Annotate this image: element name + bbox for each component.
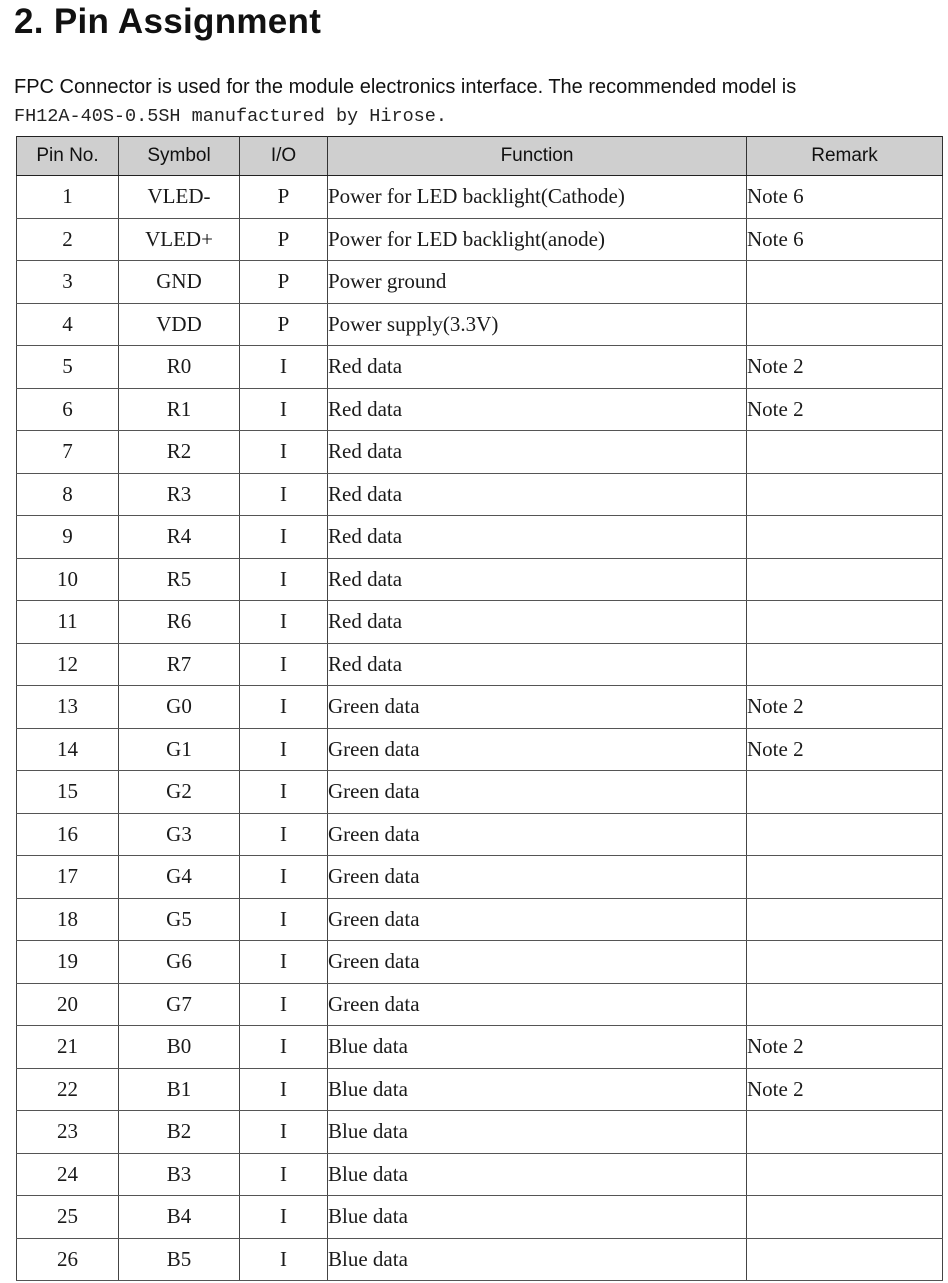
- table-row: [17, 303, 943, 346]
- pin-number-cell: 1: [17, 176, 119, 219]
- pin-number-cell: 4: [17, 303, 119, 346]
- function-cell: Green data: [328, 856, 747, 899]
- symbol-cell: R0: [119, 346, 240, 389]
- table-row: [17, 261, 943, 304]
- symbol-cell: G1: [119, 728, 240, 771]
- io-cell: P: [240, 261, 328, 304]
- remark-cell: [747, 898, 943, 941]
- pin-number-cell: 20: [17, 983, 119, 1026]
- remark-cell: Note 2: [747, 388, 943, 431]
- symbol-cell: B0: [119, 1026, 240, 1069]
- table-row: [17, 431, 943, 474]
- io-cell: I: [240, 346, 328, 389]
- table-row: [17, 941, 943, 984]
- table-row: [17, 983, 943, 1026]
- symbol-cell: B1: [119, 1068, 240, 1111]
- function-cell: Green data: [328, 813, 747, 856]
- table-row: [17, 388, 943, 431]
- pin-number-cell: 12: [17, 643, 119, 686]
- io-cell: P: [240, 303, 328, 346]
- column-header-pin-no: Pin No.: [17, 137, 119, 176]
- io-cell: I: [240, 473, 328, 516]
- io-cell: I: [240, 771, 328, 814]
- function-cell: Blue data: [328, 1026, 747, 1069]
- symbol-cell: R5: [119, 558, 240, 601]
- function-cell: Red data: [328, 388, 747, 431]
- remark-cell: Note 2: [747, 728, 943, 771]
- table-row: [17, 176, 943, 219]
- function-cell: Green data: [328, 728, 747, 771]
- pin-number-cell: 23: [17, 1111, 119, 1154]
- table-row: [17, 346, 943, 389]
- io-cell: I: [240, 1238, 328, 1281]
- column-header-io: I/O: [240, 137, 328, 176]
- pin-number-cell: 10: [17, 558, 119, 601]
- function-cell: Blue data: [328, 1238, 747, 1281]
- remark-cell: Note 2: [747, 686, 943, 729]
- symbol-cell: G3: [119, 813, 240, 856]
- table-row: [17, 1111, 943, 1154]
- symbol-cell: G0: [119, 686, 240, 729]
- table-row: [17, 558, 943, 601]
- pin-number-cell: 22: [17, 1068, 119, 1111]
- table-row: [17, 1196, 943, 1239]
- symbol-cell: GND: [119, 261, 240, 304]
- table-row: [17, 643, 943, 686]
- io-cell: I: [240, 516, 328, 559]
- remark-cell: [747, 941, 943, 984]
- function-cell: Red data: [328, 643, 747, 686]
- symbol-cell: B2: [119, 1111, 240, 1154]
- io-cell: I: [240, 1153, 328, 1196]
- table-row: [17, 728, 943, 771]
- symbol-cell: VDD: [119, 303, 240, 346]
- symbol-cell: R7: [119, 643, 240, 686]
- symbol-cell: VLED-: [119, 176, 240, 219]
- io-cell: I: [240, 941, 328, 984]
- remark-cell: [747, 1196, 943, 1239]
- io-cell: I: [240, 558, 328, 601]
- io-cell: I: [240, 601, 328, 644]
- column-header-remark: Remark: [747, 137, 943, 176]
- io-cell: I: [240, 1111, 328, 1154]
- remark-cell: [747, 856, 943, 899]
- remark-cell: [747, 558, 943, 601]
- table-row: [17, 856, 943, 899]
- io-cell: I: [240, 1196, 328, 1239]
- symbol-cell: G2: [119, 771, 240, 814]
- symbol-cell: R4: [119, 516, 240, 559]
- function-cell: Power ground: [328, 261, 747, 304]
- remark-cell: [747, 303, 943, 346]
- function-cell: Red data: [328, 516, 747, 559]
- table-row: [17, 1068, 943, 1111]
- intro-text-line-1: FPC Connector is used for the module electronics interface. The recommended model is: [14, 76, 797, 98]
- function-cell: Green data: [328, 941, 747, 984]
- remark-cell: [747, 1238, 943, 1281]
- symbol-cell: G6: [119, 941, 240, 984]
- pin-number-cell: 26: [17, 1238, 119, 1281]
- table-row: [17, 601, 943, 644]
- table-row: [17, 686, 943, 729]
- function-cell: Red data: [328, 431, 747, 474]
- function-cell: Green data: [328, 898, 747, 941]
- symbol-cell: R1: [119, 388, 240, 431]
- remark-cell: Note 6: [747, 176, 943, 219]
- pin-number-cell: 21: [17, 1026, 119, 1069]
- remark-cell: [747, 813, 943, 856]
- remark-cell: [747, 643, 943, 686]
- pin-number-cell: 18: [17, 898, 119, 941]
- io-cell: I: [240, 1068, 328, 1111]
- symbol-cell: B3: [119, 1153, 240, 1196]
- function-cell: Power supply(3.3V): [328, 303, 747, 346]
- remark-cell: [747, 516, 943, 559]
- pin-number-cell: 6: [17, 388, 119, 431]
- table-row: [17, 218, 943, 261]
- column-header-symbol: Symbol: [119, 137, 240, 176]
- function-cell: Green data: [328, 686, 747, 729]
- table-row: [17, 813, 943, 856]
- pin-number-cell: 9: [17, 516, 119, 559]
- io-cell: P: [240, 176, 328, 219]
- function-cell: Green data: [328, 983, 747, 1026]
- pin-number-cell: 25: [17, 1196, 119, 1239]
- table-row: [17, 898, 943, 941]
- pin-number-cell: 13: [17, 686, 119, 729]
- pin-number-cell: 3: [17, 261, 119, 304]
- pin-number-cell: 15: [17, 771, 119, 814]
- symbol-cell: G7: [119, 983, 240, 1026]
- table-body: [17, 176, 943, 1281]
- remark-cell: [747, 1153, 943, 1196]
- remark-cell: [747, 601, 943, 644]
- pin-number-cell: 8: [17, 473, 119, 516]
- io-cell: I: [240, 728, 328, 771]
- function-cell: Red data: [328, 346, 747, 389]
- io-cell: I: [240, 388, 328, 431]
- table-row: [17, 771, 943, 814]
- symbol-cell: G5: [119, 898, 240, 941]
- symbol-cell: B5: [119, 1238, 240, 1281]
- io-cell: I: [240, 431, 328, 474]
- remark-cell: [747, 261, 943, 304]
- io-cell: I: [240, 983, 328, 1026]
- io-cell: I: [240, 898, 328, 941]
- page-title: 2. Pin Assignment: [14, 2, 322, 41]
- pin-number-cell: 7: [17, 431, 119, 474]
- table-row: [17, 473, 943, 516]
- pin-number-cell: 16: [17, 813, 119, 856]
- function-cell: Power for LED backlight(Cathode): [328, 176, 747, 219]
- column-header-function: Function: [328, 137, 747, 176]
- remark-cell: Note 6: [747, 218, 943, 261]
- pin-number-cell: 24: [17, 1153, 119, 1196]
- io-cell: I: [240, 856, 328, 899]
- function-cell: Red data: [328, 558, 747, 601]
- remark-cell: [747, 771, 943, 814]
- symbol-cell: VLED+: [119, 218, 240, 261]
- remark-cell: Note 2: [747, 346, 943, 389]
- symbol-cell: R3: [119, 473, 240, 516]
- symbol-cell: R6: [119, 601, 240, 644]
- io-cell: I: [240, 643, 328, 686]
- function-cell: Green data: [328, 771, 747, 814]
- io-cell: I: [240, 813, 328, 856]
- intro-text-line-2: FH12A-40S-0.5SH manufactured by Hirose.: [14, 106, 447, 127]
- function-cell: Blue data: [328, 1068, 747, 1111]
- remark-cell: [747, 983, 943, 1026]
- io-cell: I: [240, 686, 328, 729]
- symbol-cell: B4: [119, 1196, 240, 1239]
- io-cell: I: [240, 1026, 328, 1069]
- symbol-cell: G4: [119, 856, 240, 899]
- table-row: [17, 516, 943, 559]
- pin-assignment-table: [16, 136, 943, 1281]
- pin-number-cell: 5: [17, 346, 119, 389]
- function-cell: Blue data: [328, 1153, 747, 1196]
- pin-number-cell: 19: [17, 941, 119, 984]
- table-row: [17, 1026, 943, 1069]
- pin-number-cell: 17: [17, 856, 119, 899]
- table-row: [17, 1238, 943, 1281]
- remark-cell: [747, 1111, 943, 1154]
- remark-cell: Note 2: [747, 1068, 943, 1111]
- function-cell: Blue data: [328, 1196, 747, 1239]
- remark-cell: [747, 473, 943, 516]
- io-cell: P: [240, 218, 328, 261]
- pin-number-cell: 2: [17, 218, 119, 261]
- function-cell: Red data: [328, 473, 747, 516]
- remark-cell: Note 2: [747, 1026, 943, 1069]
- table-row: [17, 1153, 943, 1196]
- symbol-cell: R2: [119, 431, 240, 474]
- function-cell: Red data: [328, 601, 747, 644]
- function-cell: Blue data: [328, 1111, 747, 1154]
- remark-cell: [747, 431, 943, 474]
- pin-number-cell: 14: [17, 728, 119, 771]
- function-cell: Power for LED backlight(anode): [328, 218, 747, 261]
- pin-number-cell: 11: [17, 601, 119, 644]
- table-header-row: [17, 137, 943, 176]
